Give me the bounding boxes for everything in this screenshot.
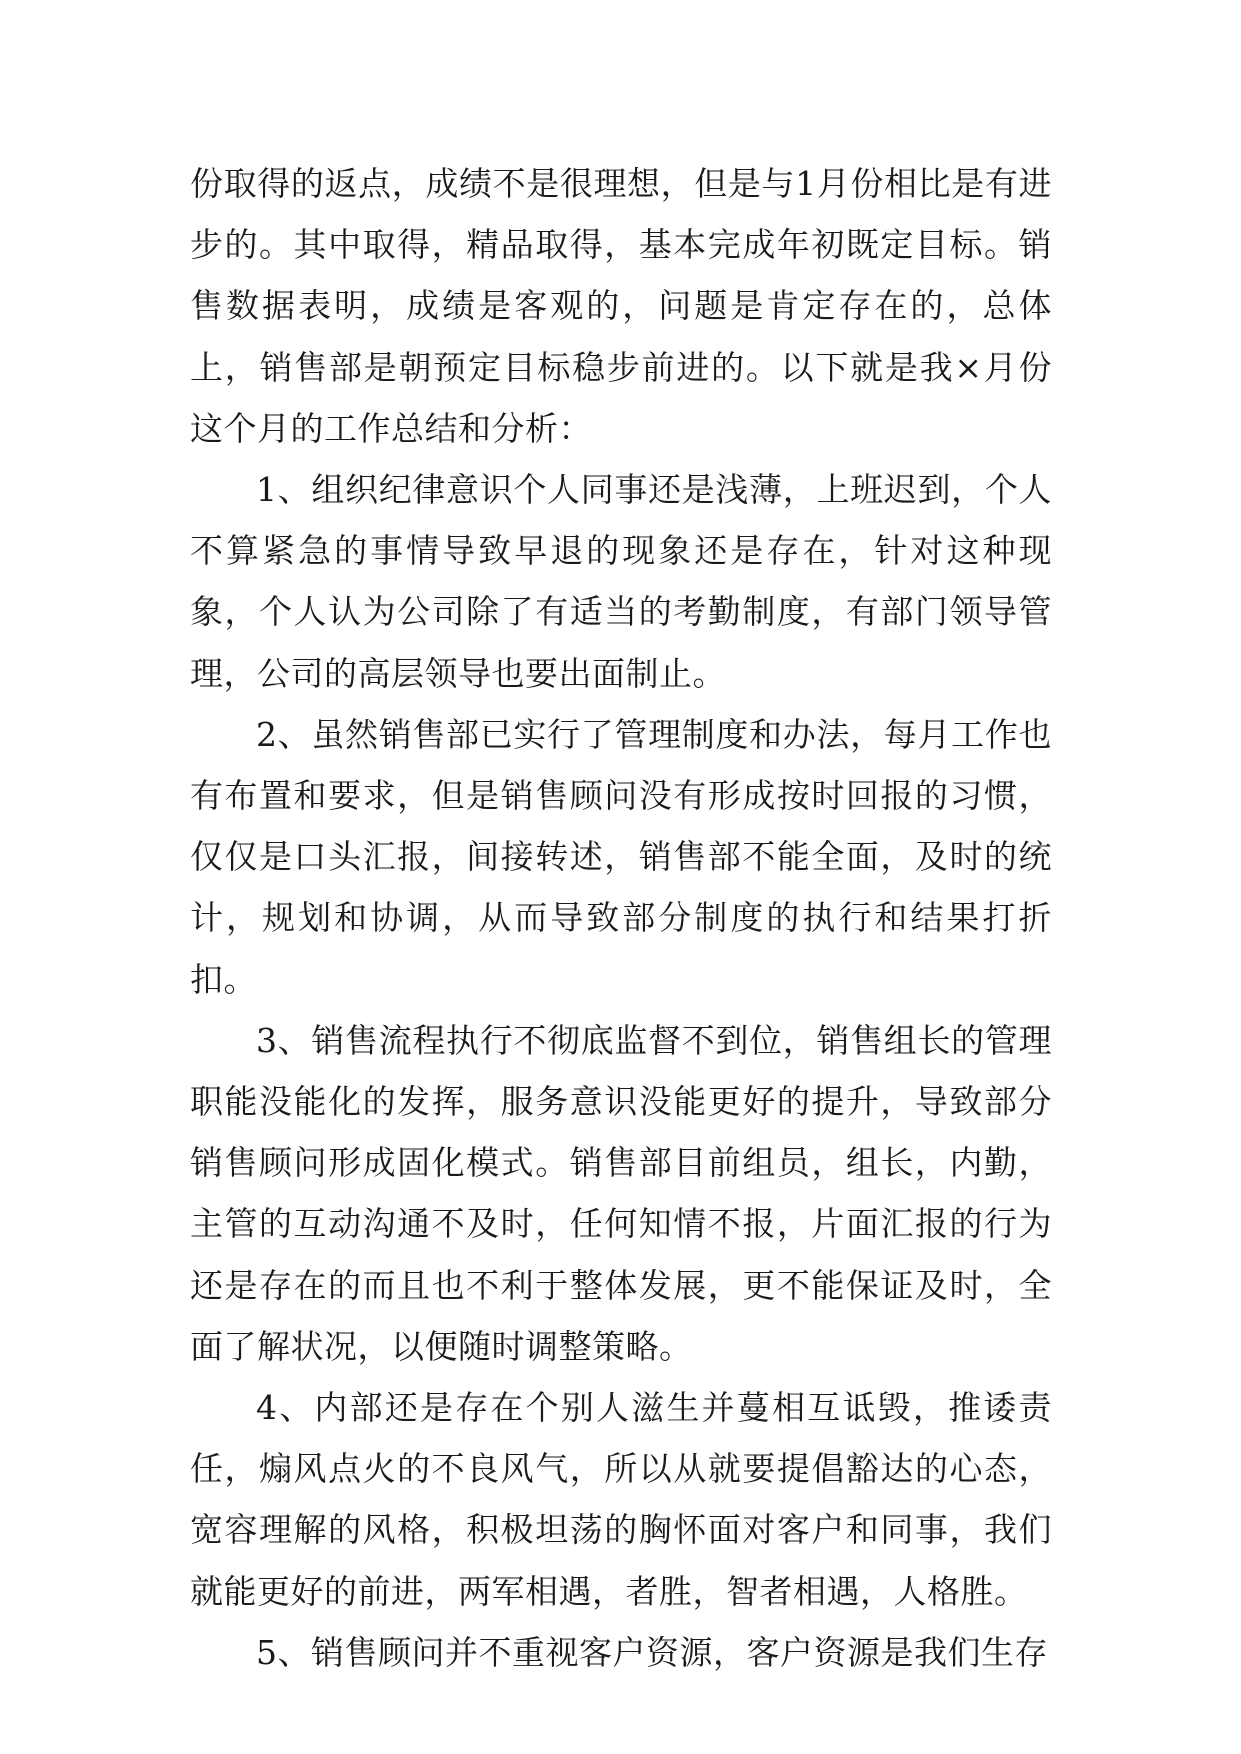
paragraph-item-1: 1、组织纪律意识个人同事还是浅薄，上班迟到，个人不算紧急的事情导致早退的现象还是存在，针对这种现象，个人认为公司除了有适当的考勤制度，有部门领导管理，公司的高层领导也要出面制止。 [190,470,1052,693]
document-body [190,153,1052,1683]
paragraph-item-3: 3、销售流程执行不彻底监督不到位，销售组长的管理职能没能化的发挥，服务意识没能更好的提升，导致部分销售顾问形成固化模式。销售部目前组员，组长，内勤，主管的互动沟通不及时，任何知情不报，片面汇报的行为还是存在的而且也不利于整体发展，更不能保证及时，全面了解状况，以便随时调整策略。 [190,1020,1052,1366]
paragraph-item-4: 4、内部还是存在个别人滋生并蔓相互诋毁，推诿责任，煽风点火的不良风气，所以从就要提倡豁达的心态，宽容理解的风格，积极坦荡的胸怀面对客户和同事，我们就能更好的前进，两军相遇，者胜，智者相遇，人格胜。 [190,1388,1052,1611]
paragraph-intro: 份取得的返点，成绩不是很理想，但是与1月份相比是有进步的。其中取得，精品取得，基本完成年初既定目标。销售数据表明，成绩是客观的，问题是肯定存在的，总体上，销售部是朝预定目标稳步前进的。以下就是我×月份这个月的工作总结和分析： [190,164,1052,448]
paragraph-item-2: 2、虽然销售部已实行了管理制度和办法，每月工作也有布置和要求，但是销售顾问没有形成按时回报的习惯，仅仅是口头汇报，间接转述，销售部不能全面，及时的统计，规划和协调，从而导致部分制度的执行和结果打折扣。 [190,714,1052,999]
paragraph-item-5: 5、销售顾问并不重视客户资源，客户资源是我们生存 [256,1632,1048,1672]
